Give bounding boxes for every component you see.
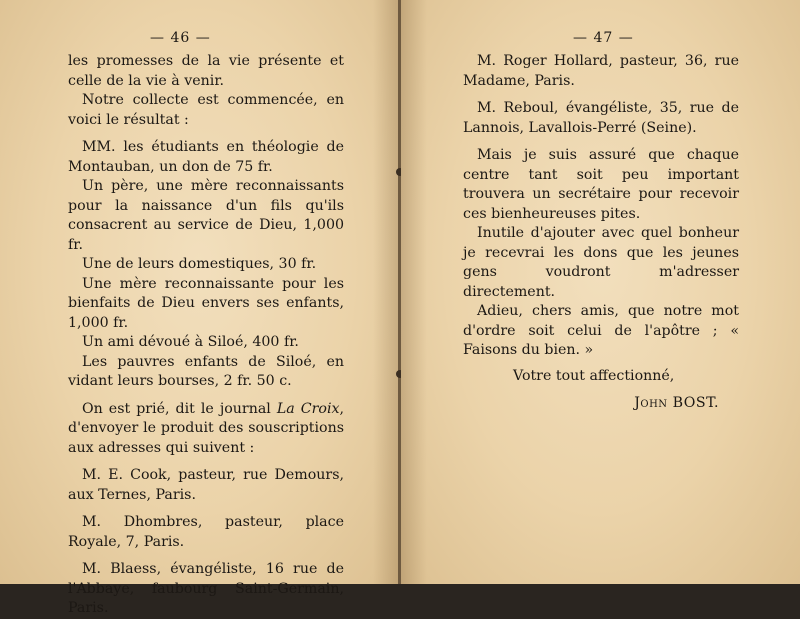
page-number-right: — 47 — bbox=[573, 30, 634, 46]
address-item: M. Roger Hollard, pasteur, 36, rue Madame, Paris. bbox=[463, 53, 739, 89]
donation-item: Une de leurs domestiques, 30 fr. bbox=[82, 256, 317, 272]
paragraph-text: , d'envoyer le produit des souscriptions aux adresses qui suivent : bbox=[68, 400, 344, 456]
left-page bbox=[0, 0, 399, 616]
donation-item: Les pauvres enfants de Siloé, en vidant leurs bourses, 2 fr. 50 c. bbox=[68, 353, 344, 389]
closing: Votre tout affectionné, bbox=[513, 367, 675, 384]
right-page-text bbox=[463, 52, 739, 414]
address-item: M. Dhombres, pasteur, place Royale, 7, Paris. bbox=[68, 514, 344, 550]
left-page-text bbox=[68, 52, 344, 619]
donation-item: Un père, une mère reconnaissants pour la naissance d'un fils qu'ils consacrent au service de Dieu, 1,000 fr. bbox=[68, 178, 344, 253]
paragraph bbox=[68, 400, 344, 459]
paragraph: Adieu, chers amis, que notre mot d'ordre soit celui de l'apôtre ; « Faisons du bien. » bbox=[463, 303, 739, 358]
address-item: M. E. Cook, pasteur, rue Demours, aux Ternes, Paris. bbox=[68, 467, 344, 503]
donation-item: Une mère reconnaissante pour les bienfaits de Dieu envers ses enfants, 1,000 fr. bbox=[68, 275, 344, 331]
page-number-left: — 46 — bbox=[150, 30, 211, 46]
donation-item: MM. les étudiants en théologie de Montauban, un don de 75 fr. bbox=[68, 139, 344, 175]
donation-item: Un ami dévoué à Siloé, 400 fr. bbox=[82, 334, 299, 350]
newspaper-title: La Croix bbox=[276, 400, 340, 417]
paragraph: Inutile d'ajouter avec quel bonheur je recevrai les dons que les jeunes gens voudront m'adresser directement. bbox=[463, 225, 739, 300]
paragraph: Mais je suis assuré que chaque centre tant soit peu important trouvera un secrétaire pour recevoir ces bienheureuses pites. bbox=[463, 147, 739, 222]
address-item: M. Blaess, évangéliste, 16 rue de l'Abbaye, faubourg Saint-Germain, Paris. bbox=[68, 561, 344, 616]
paragraph: Notre collecte est commencée, en voici le résultat : bbox=[68, 92, 344, 128]
signature: John BOST. bbox=[634, 395, 719, 411]
address-item: M. Reboul, évangéliste, 35, rue de Lannois, Lavallois-Perré (Seine). bbox=[463, 100, 739, 136]
paragraph: les promesses de la vie présente et celle de la vie à venir. bbox=[68, 53, 344, 89]
right-page bbox=[401, 0, 800, 584]
paragraph-text: On est prié, dit le journal bbox=[82, 400, 277, 417]
